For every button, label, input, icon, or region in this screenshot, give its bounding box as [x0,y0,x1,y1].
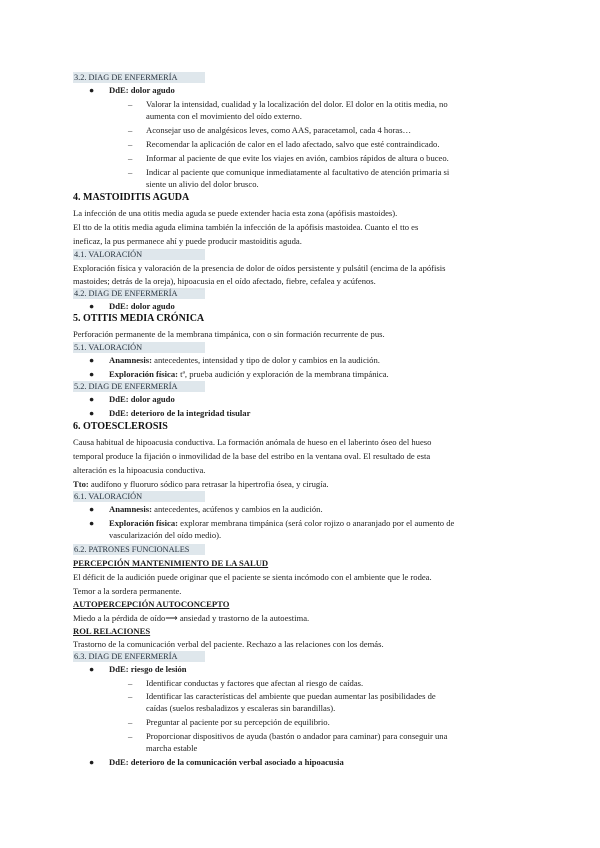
exploracion-item: Exploración física: tª, prueba audición y exploración de la membrana timpánica. [109,369,389,379]
dash: – [128,731,133,741]
exploracion-item-cont: vascularización del oído medio). [109,530,222,540]
bullet: ● [89,85,95,95]
bullet: ● [89,369,95,379]
paragraph-line: temporal produce la fijación o inmovilidad de la base del estribo en la ventana oval. El resultado de esta [73,451,431,461]
section-band-6-2: 6.2. PATRONES FUNCIONALES [73,544,205,555]
section-band-5-1: 5.1. VALORACIÓN [73,342,205,353]
dde-integridad-tisular: DdE: deterioro de la integridad tisular [109,408,251,418]
dash: – [128,139,133,149]
paragraph-line: Perforación permanente de la membrana timpánica, con o sin formación recurrente de pus. [73,329,385,339]
dash: – [128,717,133,727]
paragraph-line: El tto de la otitis media aguda elimina también la infección de la apófisis mastoidea. Cuanto el tto es [73,222,419,232]
paragraph-line: Causa habitual de hipoacusia conductiva. La formación anómala de hueso en el laberinto óseo del hueso [73,437,432,447]
bullet: ● [89,355,95,365]
paragraph-line: Trastorno de la comunicación verbal del paciente. Rechazo a las relaciones con los demás. [73,639,384,649]
section-band-6-3: 6.3. DIAG DE ENFERMERÍA [73,651,205,662]
list-item: Informar al paciente de que evite los viajes en avión, cambios rápidos de altura o buceo. [146,153,449,163]
pattern-heading: AUTOPERCEPCIÓN AUTOCONCEPTO [73,599,230,609]
tto-line: Tto: audífono y fluoruro sódico para retrasar la hipertrofia ósea, y cirugía. [73,479,329,489]
list-item: Recomendar la aplicación de calor en el lado afectado, salvo que esté contraindicado. [146,139,440,149]
dde-riesgo-lesion: DdE: riesgo de lesión [109,664,187,674]
bullet: ● [89,394,95,404]
dash: – [128,99,133,109]
exploracion-item: Exploración física: explorar membrana timpánica (será color rojizo o anaranjado por el aumento de [109,518,455,528]
list-item: Proporcionar dispositivos de ayuda (bastón o andador para caminar) para conseguir una [146,731,448,741]
dde-comunicacion-verbal: DdE: deterioro de la comunicación verbal asociado a hipoacusia [109,757,344,767]
paragraph-line: Temor a la sordera permanente. [73,586,182,596]
list-item-cont: caídas (suelos resbaladizos y escaleras sin barandillas). [146,703,336,713]
paragraph-line: mastoides; detrás de la oreja), hipoacusia en el oído afectado, fiebre, cefalea y acúfenos. [73,276,376,286]
list-item: Preguntar al paciente por su percepción de equilibrio. [146,717,330,727]
dash: – [128,153,133,163]
dash: – [128,678,133,688]
bullet: ● [89,408,95,418]
pattern-heading: ROL RELACIONES [73,626,151,636]
anamnesis-item: Anamnesis: antecedentes, acúfenos y cambios en la audición. [109,504,323,514]
list-item: Indicar al paciente que comunique inmediatamente al facultativo de atención primaria si [146,167,450,177]
heading-otitis-cronica: 5. OTITIS MEDIA CRÓNICA [73,313,205,324]
dde-dolor-agudo: DdE: dolor agudo [109,85,175,95]
bullet: ● [89,518,95,528]
bullet: ● [89,301,95,311]
paragraph-line: La infección de una otitis media aguda se puede extender hacia esta zona (apófisis mastoides). [73,208,398,218]
anamnesis-item: Anamnesis: antecedentes, intensidad y tipo de dolor y cambios en la audición. [109,355,380,365]
list-item: Identificar las características del ambiente que puedan aumentar las posibilidades de [146,691,436,701]
list-item: Identificar conductas y factores que afectan al riesgo de caídas. [146,678,364,688]
dash: – [128,167,133,177]
section-band-6-1: 6.1. VALORACIÓN [73,491,205,502]
list-item: Aconsejar uso de analgésicos leves, como AAS, paracetamol, cada 4 horas… [146,125,412,135]
section-band-5-2: 5.2. DIAG DE ENFERMERÍA [73,381,205,392]
pattern-heading: PERCEPCIÓN MANTENIMIENTO DE LA SALUD [73,558,269,568]
dde-dolor-agudo: DdE: dolor agudo [109,394,175,404]
dash: – [128,125,133,135]
dde-dolor-agudo: DdE: dolor agudo [109,301,175,311]
list-item-cont: marcha estable [146,743,198,753]
heading-otoesclerosis: 6. OTOESCLEROSIS [73,421,168,432]
heading-mastoiditis: 4. MASTOIDITIS AGUDA [73,192,190,203]
arrow-right-icon: ⟶ [165,613,178,623]
paragraph-line: Miedo a la pérdida de oído⟶ ansiedad y trastorno de la autoestima. [73,613,310,623]
list-item: Valorar la intensidad, cualidad y la localización del dolor. El dolor en la otitis media, no [146,99,448,109]
paragraph-line: El déficit de la audición puede originar que el paciente se sienta incómodo con el ambiente que le rodea. [73,572,432,582]
dash: – [128,691,133,701]
paragraph-line: alteración es la hipoacusia conductiva. [73,465,206,475]
paragraph-line: ineficaz, la pus permanece ahí y puede producir mastoiditis aguda. [73,236,302,246]
list-item-cont: siente un alivio del dolor brusco. [146,179,259,189]
paragraph-line: Exploración física y valoración de la presencia de dolor de oídos persistente y pulsátil (encima de la apófisis [73,263,446,273]
list-item-cont: aumenta con el movimiento del oído externo. [146,111,302,121]
section-band-4-2: 4.2. DIAG DE ENFERMERÍA [73,288,205,299]
bullet: ● [89,664,95,674]
bullet: ● [89,504,95,514]
section-band-4-1: 4.1. VALORACIÓN [73,249,205,260]
section-band-3-2: 3.2. DIAG DE ENFERMERÍA [73,72,205,83]
bullet: ● [89,757,95,767]
